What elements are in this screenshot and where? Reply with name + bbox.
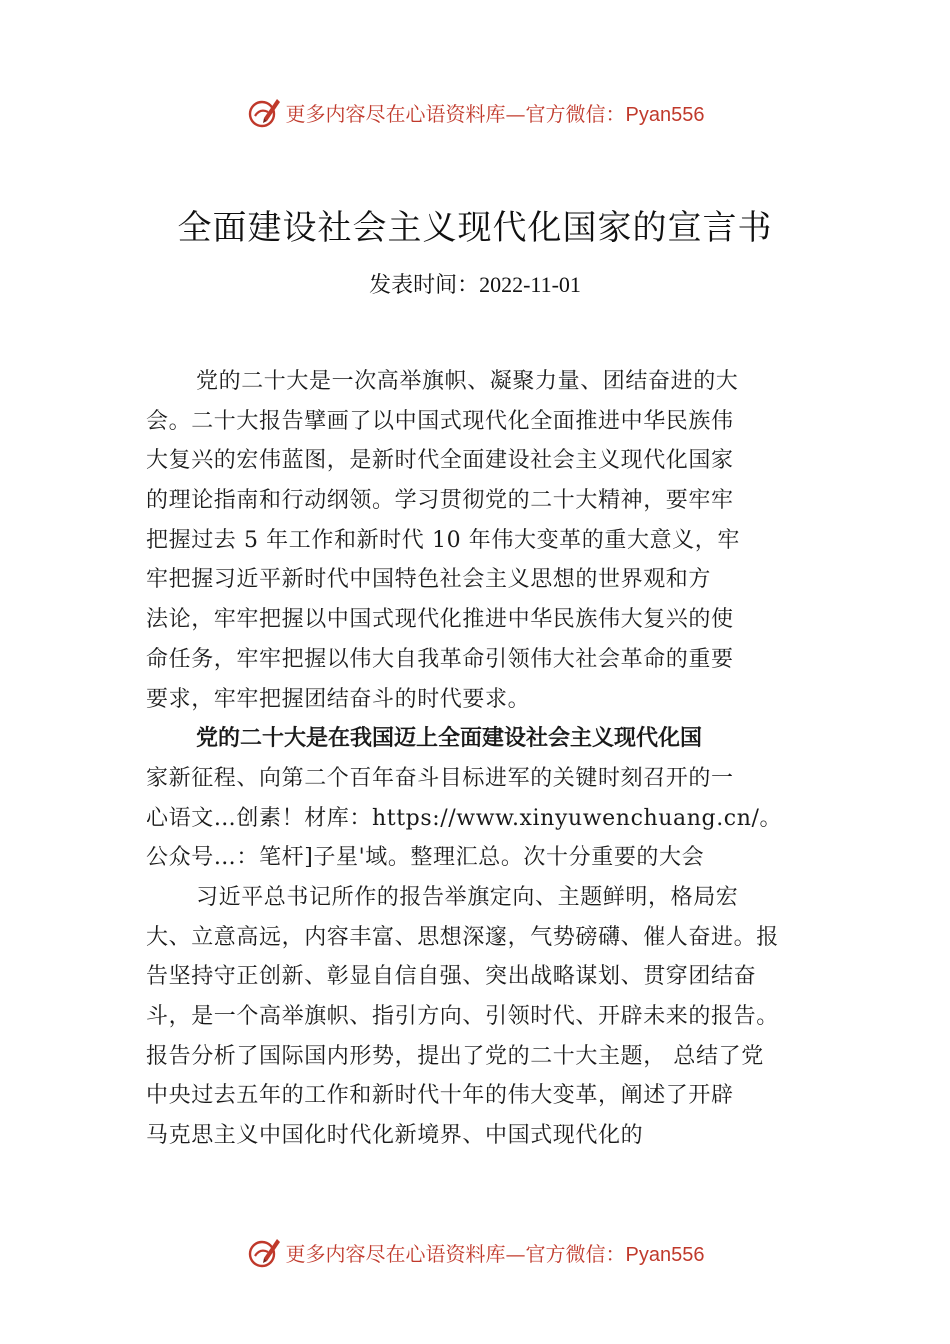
- footer-banner-text: 更多内容尽在心语资料库—官方微信：: [285, 1241, 626, 1266]
- text-line: 大复兴的宏伟蓝图，是新时代全面建设社会主义现代化国家: [146, 448, 734, 474]
- publish-date: [0, 268, 950, 299]
- text-line: 要求，牢牢把握团结奋斗的时代要求。: [146, 686, 531, 712]
- header-banner-text: 更多内容尽在心语资料库—官方微信：: [285, 101, 626, 126]
- text-line: 斗，是一个高举旗帜、指引方向、引领时代、开辟未来的报告。: [146, 1004, 779, 1029]
- publish-date-label: 发表时间：: [369, 273, 480, 298]
- text-line: 命任务，牢牢把握以伟大自我革命引领伟大社会革命的重要: [146, 646, 734, 672]
- document-title: 全面建设社会主义现代化国家的宣言书: [177, 208, 773, 248]
- text-line: 心语文…创素！材库：https://www.xinyuwenchuang.cn/。: [146, 805, 783, 831]
- footer-banner: [0, 1232, 950, 1272]
- footer-banner-wechat-id: Pyan556: [625, 1243, 705, 1266]
- text-line: 习近平总书记所作的报告举旗定向、主题鲜明，格局宏: [196, 884, 739, 910]
- text-line: 党的二十大是一次高举旗帜、凝聚力量、团结奋进的大: [196, 369, 739, 394]
- text-line: 公众号…：笔杆]子星'域。整理汇总。次十分重要的大会: [146, 845, 705, 871]
- text-line: 告坚持守正创新、彰显自信自强、突出战略谋划、贯穿团结奋: [146, 964, 757, 990]
- pen-logo-icon: [246, 94, 282, 130]
- text-line: 的理论指南和行动纲领。学习贯彻党的二十大精神，要牢牢: [146, 488, 734, 514]
- text-line: 马克思主义中国化时代化新境界、中国式现代化的: [146, 1123, 644, 1149]
- text-line: 党的二十大是在我国迈上全面建设社会主义现代化国: [196, 726, 703, 752]
- article-body: [146, 362, 818, 1156]
- text-line: 中央过去五年的工作和新时代十年的伟大变革，阐述了开辟: [146, 1083, 734, 1109]
- text-line: 把握过去 5 年工作和新时代 10 年伟大变革的重大意义，牢: [146, 527, 740, 553]
- publish-date-value: 2022-11-01: [479, 272, 581, 297]
- text-line: 报告分析了国际国内形势，提出了党的二十大主题， 总结了党: [146, 1043, 764, 1069]
- text-line: 法论，牢牢把握以中国式现代化推进中华民族伟大复兴的使: [146, 607, 734, 633]
- text-line: 家新征程、向第二个百年奋斗目标进军的关键时刻召开的一: [146, 765, 734, 791]
- header-banner-wechat-id: Pyan556: [625, 103, 705, 126]
- pen-logo-icon: [246, 1234, 282, 1270]
- text-line: 牢把握习近平新时代中国特色社会主义思想的世界观和方: [146, 567, 712, 593]
- text-line: 会。二十大报告擘画了以中国式现代化全面推进中华民族伟: [146, 408, 734, 434]
- header-banner: [0, 92, 950, 132]
- text-line: 大、立意高远，内容丰富、思想深邃，气势磅礴、催人奋进。报: [146, 924, 779, 950]
